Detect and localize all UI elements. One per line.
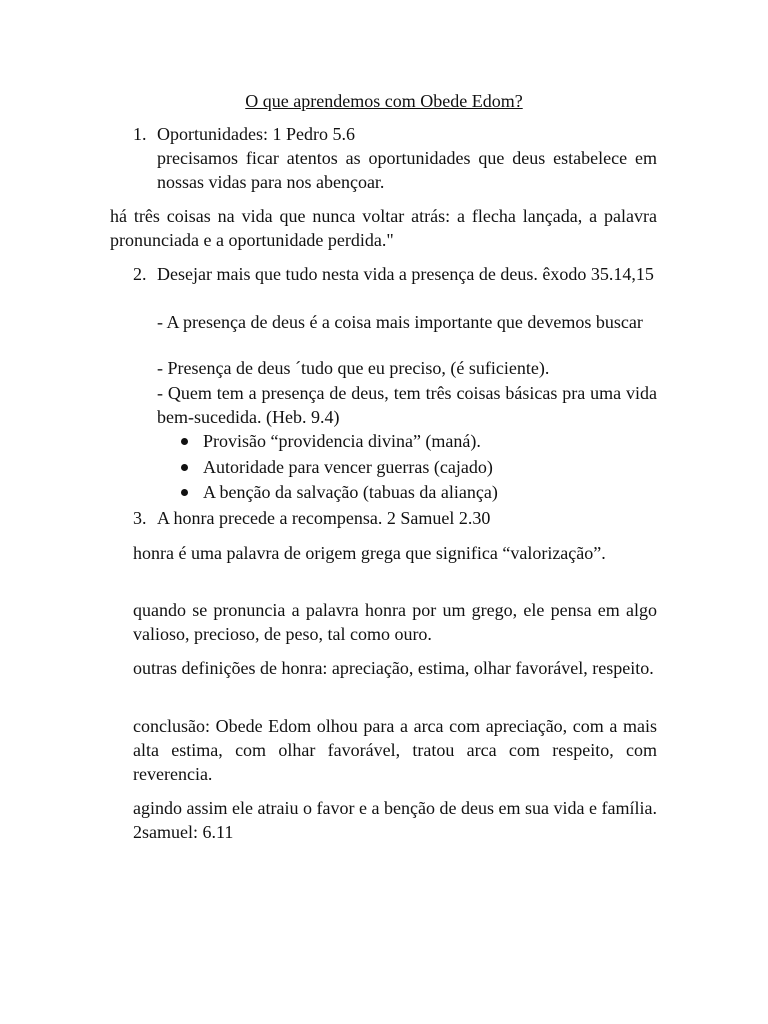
bullet-item-2: Autoridade para vencer guerras (cajado): [203, 457, 493, 477]
item-1-text: precisamos ficar atentos as oportunidades que deus estabelece em nossas vidas para nos abençoar.: [157, 148, 657, 192]
bullet-item-1: Provisão “providencia divina” (maná).: [203, 431, 481, 451]
bullet-icon: [181, 438, 188, 445]
document-title: O que aprendemos com Obede Edom?: [245, 91, 523, 111]
bullet-icon: [181, 489, 188, 496]
item-3-number: 3.: [133, 508, 147, 528]
item-1-number: 1.: [133, 124, 147, 144]
bullet-icon: [181, 464, 188, 471]
paragraph-definicoes: outras definições de honra: apreciação, estima, olhar favorável, respeito.: [133, 658, 654, 678]
item-2-line-2: - Presença de deus ´tudo que eu preciso, (é suficiente).: [157, 358, 550, 378]
item-1-heading: Oportunidades: 1 Pedro 5.6: [157, 124, 355, 144]
item-2-line-1: - A presença de deus é a coisa mais importante que devemos buscar: [157, 312, 643, 332]
paragraph-grego: quando se pronuncia a palavra honra por um grego, ele pensa em algo valioso, precioso, de peso, tal como ouro.: [133, 600, 657, 644]
paragraph-agindo: agindo assim ele atraiu o favor e a benção de deus em sua vida e família. 2samuel: 6.11: [133, 798, 657, 842]
bullet-item-3: A benção da salvação (tabuas da aliança): [203, 482, 498, 502]
item-3-heading: A honra precede a recompensa. 2 Samuel 2.30: [157, 508, 491, 528]
quote-paragraph: há três coisas na vida que nunca voltar atrás: a flecha lançada, a palavra pronunciada e a oportunidade perdida.": [110, 206, 657, 250]
item-2-number: 2.: [133, 264, 147, 284]
item-2-heading: Desejar mais que tudo nesta vida a presença de deus. êxodo 35.14,15: [157, 264, 654, 284]
paragraph-conclusao: conclusão: Obede Edom olhou para a arca com apreciação, com a mais alta estima, com olhar favorável, tratou arca com respeito, com reverencia.: [133, 716, 657, 784]
paragraph-honra: honra é uma palavra de origem grega que significa “valorização”.: [133, 543, 606, 563]
item-2-line-3: - Quem tem a presença de deus, tem três coisas básicas pra uma vida bem-sucedida. (Heb. 9.4): [157, 383, 657, 427]
